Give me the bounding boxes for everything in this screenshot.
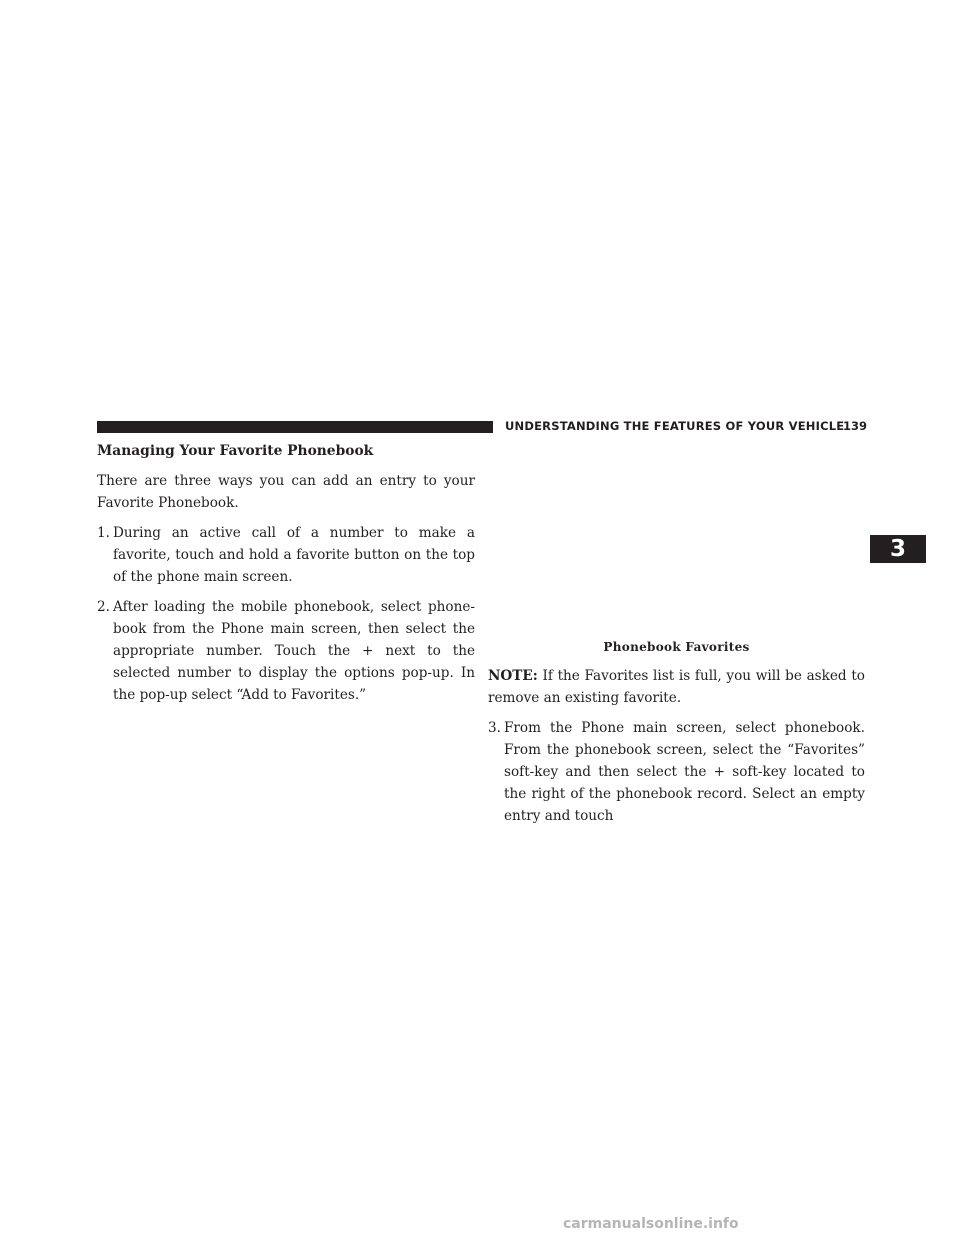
watermark: carmanualsonline.info xyxy=(563,1216,739,1232)
list-item xyxy=(97,522,475,588)
list-text: After loading the mobile phonebook, select phone-book from the Phone main screen, then select the appropriate number. Touch the + next to the selected number to display the options pop-up. In the pop-up select “Add to Favorites.” xyxy=(113,599,475,703)
list-text: During an active call of a number to make a favorite, touch and hold a favorite button on the top of the phone main screen. xyxy=(113,525,475,585)
section-heading: Managing Your Favorite Phonebook xyxy=(97,443,374,459)
page-number: 139 xyxy=(843,419,868,433)
running-header-title: UNDERSTANDING THE FEATURES OF YOUR VEHICLE xyxy=(505,419,845,433)
left-column xyxy=(97,440,475,714)
list-item xyxy=(488,717,865,827)
figure-caption: Phonebook Favorites xyxy=(603,640,750,654)
list-item xyxy=(97,596,475,706)
list-number: 1. xyxy=(97,525,110,541)
note-text: If the Favorites list is full, you will be asked to remove an existing favorite. xyxy=(488,668,865,706)
chapter-tab: 3 xyxy=(870,535,926,563)
note-paragraph xyxy=(488,665,865,709)
right-column xyxy=(488,665,865,835)
intro-paragraph: There are three ways you can add an entry to your Favorite Phonebook. xyxy=(97,473,475,511)
list-number: 2. xyxy=(97,599,110,615)
list-number: 3. xyxy=(488,720,501,736)
header-rule xyxy=(97,421,493,433)
list-text: From the Phone main screen, select phonebook. From the phonebook screen, select the “Favorites” soft-key and then select the + soft-key located to the right of the phonebook record. Select an empty entry and touch xyxy=(504,720,865,824)
note-label: NOTE: xyxy=(488,668,538,684)
